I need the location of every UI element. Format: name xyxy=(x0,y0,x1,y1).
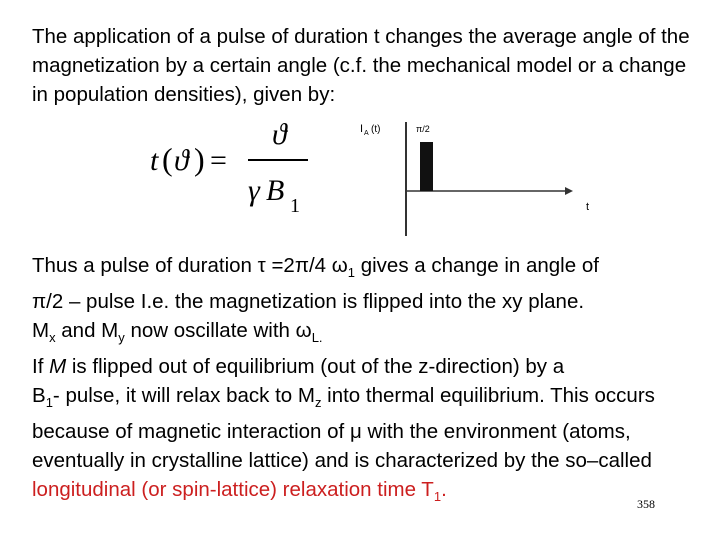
m-symbol: M xyxy=(49,355,67,378)
pi-symbol: π xyxy=(294,254,309,277)
plot-pulse-label: π/2 xyxy=(416,124,430,134)
formula-den-sub: 1 xyxy=(290,195,300,217)
my-subscript: y xyxy=(118,330,125,345)
formula-den-b: B xyxy=(266,174,285,207)
p2-text-6: and M xyxy=(55,319,119,342)
omega-l-subscript: L. xyxy=(311,330,323,345)
plot-xlabel: t xyxy=(586,201,590,213)
b1-subscript: 1 xyxy=(45,395,53,410)
formula-den-gamma: γ xyxy=(248,174,260,207)
mx-symbol: M xyxy=(32,319,50,342)
omega-symbol: ω xyxy=(331,254,348,277)
plot-pulse-bar xyxy=(420,142,433,191)
plot-x-arrow xyxy=(565,187,573,195)
p2-text-7: now oscillate with xyxy=(124,319,296,342)
p2-text-5: /2 – pulse I.e. the magnetization is flipped into the xy plane. xyxy=(46,290,585,313)
pulse-plot xyxy=(360,116,600,242)
p2-text-1: Thus a pulse of duration xyxy=(32,254,258,277)
pulse-duration-formula xyxy=(148,120,318,220)
plot-ylabel-arg: (t) xyxy=(371,124,381,135)
formula-numerator: ϑ xyxy=(272,118,287,151)
relaxation-paragraph xyxy=(32,352,702,511)
p3-text-4: into thermal equilibrium. This occurs because of magnetic interaction of xyxy=(32,384,655,443)
formula-close-paren: ) xyxy=(194,141,205,177)
pulse-angle-paragraph xyxy=(32,251,702,352)
p3-text-5: with the environment (atoms, eventually in crystalline lattice) and is characterized by the so–called xyxy=(32,420,652,472)
p3-text-1: If xyxy=(32,355,50,378)
relaxation-term: longitudinal (or spin-lattice) relaxation time T xyxy=(32,478,434,501)
p2-text-3: /4 xyxy=(308,254,332,277)
p2-text-4: gives a change in angle of xyxy=(355,254,599,277)
intro-text: The application of a pulse of duration t changes the average angle of the magnetization by a certain angle (c.f. the mechanical model or a change in population densities), given by: xyxy=(32,25,690,106)
p3-period: . xyxy=(441,478,447,501)
formula-lhs: t xyxy=(150,144,159,177)
t1-subscript: 1 xyxy=(433,489,442,504)
mu-symbol: μ xyxy=(349,420,362,443)
omega-l-symbol: ω xyxy=(295,319,312,342)
formula-open-paren: ( xyxy=(162,141,173,177)
intro-paragraph xyxy=(32,22,692,109)
formula-arg: ϑ xyxy=(174,144,189,177)
mz-subscript: z xyxy=(314,395,322,410)
p2-text-2: =2 xyxy=(265,254,295,277)
b1-symbol: B xyxy=(32,384,46,407)
page-number: 358 xyxy=(637,497,655,511)
plot-ylabel: I xyxy=(360,123,364,135)
tau-symbol: τ xyxy=(257,254,266,277)
mx-subscript: x xyxy=(49,330,56,345)
formula-equals: = xyxy=(210,144,227,177)
omega-subscript: 1 xyxy=(347,265,356,280)
pi-symbol-2: π xyxy=(32,290,47,313)
p3-text-3: - pulse, it will relax back to M xyxy=(52,384,315,407)
plot-ylabel-sub: A xyxy=(364,130,369,137)
p3-text-2: is flipped out of equilibrium (out of the z-direction) by a xyxy=(66,355,565,378)
